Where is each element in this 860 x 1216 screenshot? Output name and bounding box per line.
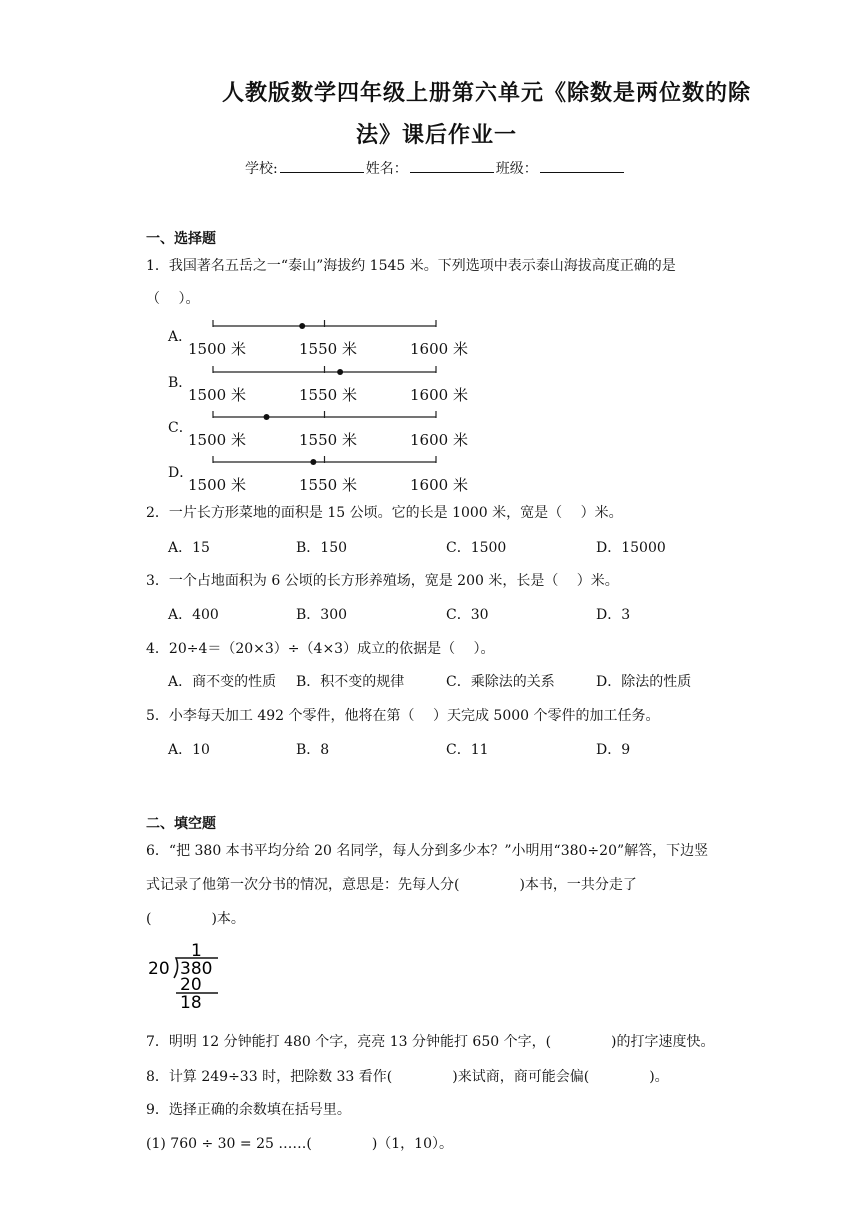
number-line-tick-label: 1550 米 xyxy=(299,386,357,404)
number-line-tick-label: 1600 米 xyxy=(410,340,468,358)
q9-sub1 xyxy=(146,1133,453,1153)
page-title-line2: 法》课后作业一 xyxy=(356,123,518,148)
q6-text-part: )本书，一共分走了 xyxy=(519,877,637,893)
option-label: A． xyxy=(168,329,193,345)
division-remainder: 18 xyxy=(180,993,202,1010)
number-line-tick-label: 1600 米 xyxy=(410,476,468,494)
q8-text xyxy=(146,1066,669,1086)
q6-text-part: ( xyxy=(146,911,152,927)
q3-option-b[interactable]: B．300 xyxy=(296,607,348,623)
number-line-tick-label: 1550 米 xyxy=(299,431,357,449)
number-line-dot xyxy=(264,414,270,420)
number-line-tick-label: 1600 米 xyxy=(410,431,468,449)
number-line-dot xyxy=(299,323,305,329)
q5-option-b[interactable]: B．8 xyxy=(296,742,330,758)
q5-option-a[interactable]: A．10 xyxy=(168,742,210,758)
division-dividend: 380 xyxy=(180,959,213,979)
long-division-figure xyxy=(146,940,226,1010)
q1-text: 1．我国著名五岳之一“泰山”海拔约 1545 米。下列选项中表示泰山海拔高度正确的是 xyxy=(146,258,676,274)
q4-option-d[interactable]: D．除法的性质 xyxy=(596,674,692,690)
q4-option-b[interactable]: B．积不变的规律 xyxy=(296,674,405,690)
q9-sub1-part: (1) 760 ÷ 30 = 25 ……( xyxy=(146,1136,312,1152)
q6-text-part: )本。 xyxy=(211,911,245,927)
option-label: D． xyxy=(168,465,194,481)
name-label: 姓名： xyxy=(365,161,408,177)
division-product: 20 xyxy=(180,975,202,995)
q2-option-c[interactable]: C．1500 xyxy=(446,540,507,556)
option-label: C． xyxy=(168,420,193,436)
student-info-row xyxy=(245,158,626,178)
school-blank[interactable] xyxy=(280,160,364,173)
q2-option-a[interactable]: A．15 xyxy=(168,540,210,556)
division-quotient: 1 xyxy=(191,941,202,961)
q7-text-part: 7．明明 12 分钟能打 480 个字，亮亮 13 分钟能打 650 个字，( xyxy=(146,1034,552,1050)
q6-text: 6．“把 380 本书平均分给 20 名同学，每人分到多少本？”小明用“380÷20”解答，下边竖 xyxy=(146,843,709,859)
number-line-tick-label: 1500 米 xyxy=(188,340,246,358)
q9-text: 9．选择正确的余数填在括号里。 xyxy=(146,1102,351,1118)
division-divisor: 20 xyxy=(148,959,170,979)
number-line xyxy=(208,320,448,334)
number-line xyxy=(208,411,448,425)
q3-text: 3．一个占地面积为 6 公顷的长方形养殖场，宽是 200 米，长是（ ）米。 xyxy=(146,573,619,589)
q6-text-cont xyxy=(146,874,637,894)
q1-text-cont: （ ）。 xyxy=(146,291,200,307)
q6-text-part: 式记录了他第一次分书的情况，意思是：先每人分( xyxy=(146,877,460,893)
q5-text: 5．小李每天加工 492 个零件，他将在第（ ）天完成 5000 个零件的加工任务。 xyxy=(146,708,660,724)
q2-option-b[interactable]: B．150 xyxy=(296,540,348,556)
number-line-tick-label: 1550 米 xyxy=(299,476,357,494)
q9-sub1-part: )（1，10）。 xyxy=(371,1136,453,1152)
name-blank[interactable] xyxy=(410,160,494,173)
q3-option-c[interactable]: C．30 xyxy=(446,607,489,623)
q5-option-d[interactable]: D．9 xyxy=(596,742,631,758)
q3-option-a[interactable]: A．400 xyxy=(168,607,219,623)
q2-option-d[interactable]: D．15000 xyxy=(596,540,666,556)
q3-option-d[interactable]: D．3 xyxy=(596,607,631,623)
number-line-dot xyxy=(337,369,343,375)
number-line-tick-label: 1600 米 xyxy=(410,386,468,404)
q4-option-c[interactable]: C．乘除法的关系 xyxy=(446,674,555,690)
q2-text: 2．一片长方形菜地的面积是 15 公顷。它的长是 1000 米，宽是（ ）米。 xyxy=(146,505,623,521)
number-line-tick-label: 1500 米 xyxy=(188,386,246,404)
q5-option-c[interactable]: C．11 xyxy=(446,742,489,758)
q8-text-part: )。 xyxy=(649,1069,669,1085)
q6-text-cont2 xyxy=(146,908,245,928)
class-blank[interactable] xyxy=(540,160,624,173)
number-line xyxy=(208,366,448,380)
q4-text: 4．20÷4＝（20×3）÷（4×3）成立的依据是（ ）。 xyxy=(146,641,495,657)
class-label: 班级： xyxy=(495,161,538,177)
section-heading-choice: 一、选择题 xyxy=(146,231,216,247)
q7-text xyxy=(146,1031,715,1051)
q4-option-a[interactable]: A．商不变的性质 xyxy=(168,674,277,690)
q8-text-part: )来试商，商可能会偏( xyxy=(452,1069,590,1085)
number-line xyxy=(208,456,448,470)
number-line-tick-label: 1500 米 xyxy=(188,476,246,494)
page-title-line1: 人教版数学四年级上册第六单元《除数是两位数的除 xyxy=(222,81,752,106)
school-label: 学校: xyxy=(245,161,278,177)
number-line-tick-label: 1550 米 xyxy=(299,340,357,358)
number-line-dot xyxy=(310,459,316,465)
number-line-tick-label: 1500 米 xyxy=(188,431,246,449)
q7-text-part: )的打字速度快。 xyxy=(611,1034,715,1050)
option-label: B． xyxy=(168,375,193,391)
q8-text-part: 8．计算 249÷33 时，把除数 33 看作( xyxy=(146,1069,393,1085)
section-heading-fill: 二、填空题 xyxy=(146,816,216,832)
